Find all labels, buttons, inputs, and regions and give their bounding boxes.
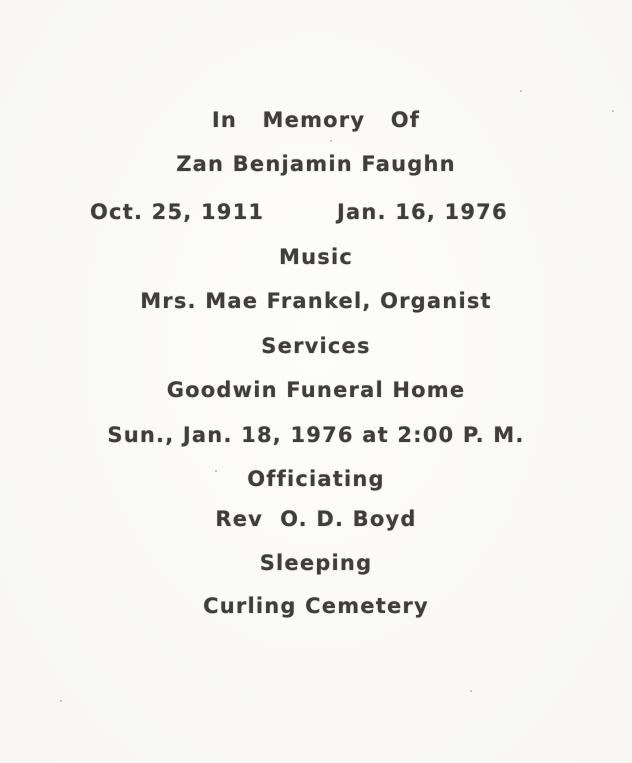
funeral-home: Goodwin Funeral Home [166, 378, 466, 402]
officiant-name: Rev O. D. Boyd [215, 507, 417, 531]
cemetery-name: Curling Cemetery [203, 594, 429, 618]
paper-speck [520, 90, 522, 92]
music-label: Music [279, 245, 353, 269]
paper-speck [470, 690, 472, 692]
deceased-name: Zan Benjamin Faughn [176, 152, 456, 176]
paper-speck [215, 470, 217, 472]
paper-speck [60, 700, 62, 702]
service-datetime: Sun., Jan. 18, 1976 at 2:00 P. M. [107, 423, 525, 447]
paper-speck [612, 110, 614, 112]
services-label: Services [261, 334, 371, 358]
death-date: Jan. 16, 1976 [337, 200, 508, 224]
paper-speck [330, 140, 332, 142]
organist-name: Mrs. Mae Frankel, Organist [140, 289, 492, 313]
birth-date: Oct. 25, 1911 [90, 200, 265, 224]
life-dates [0, 200, 632, 230]
sleeping-label: Sleeping [259, 551, 373, 575]
memorial-heading: In Memory Of [211, 108, 421, 132]
officiating-label: Officiating [247, 467, 385, 491]
